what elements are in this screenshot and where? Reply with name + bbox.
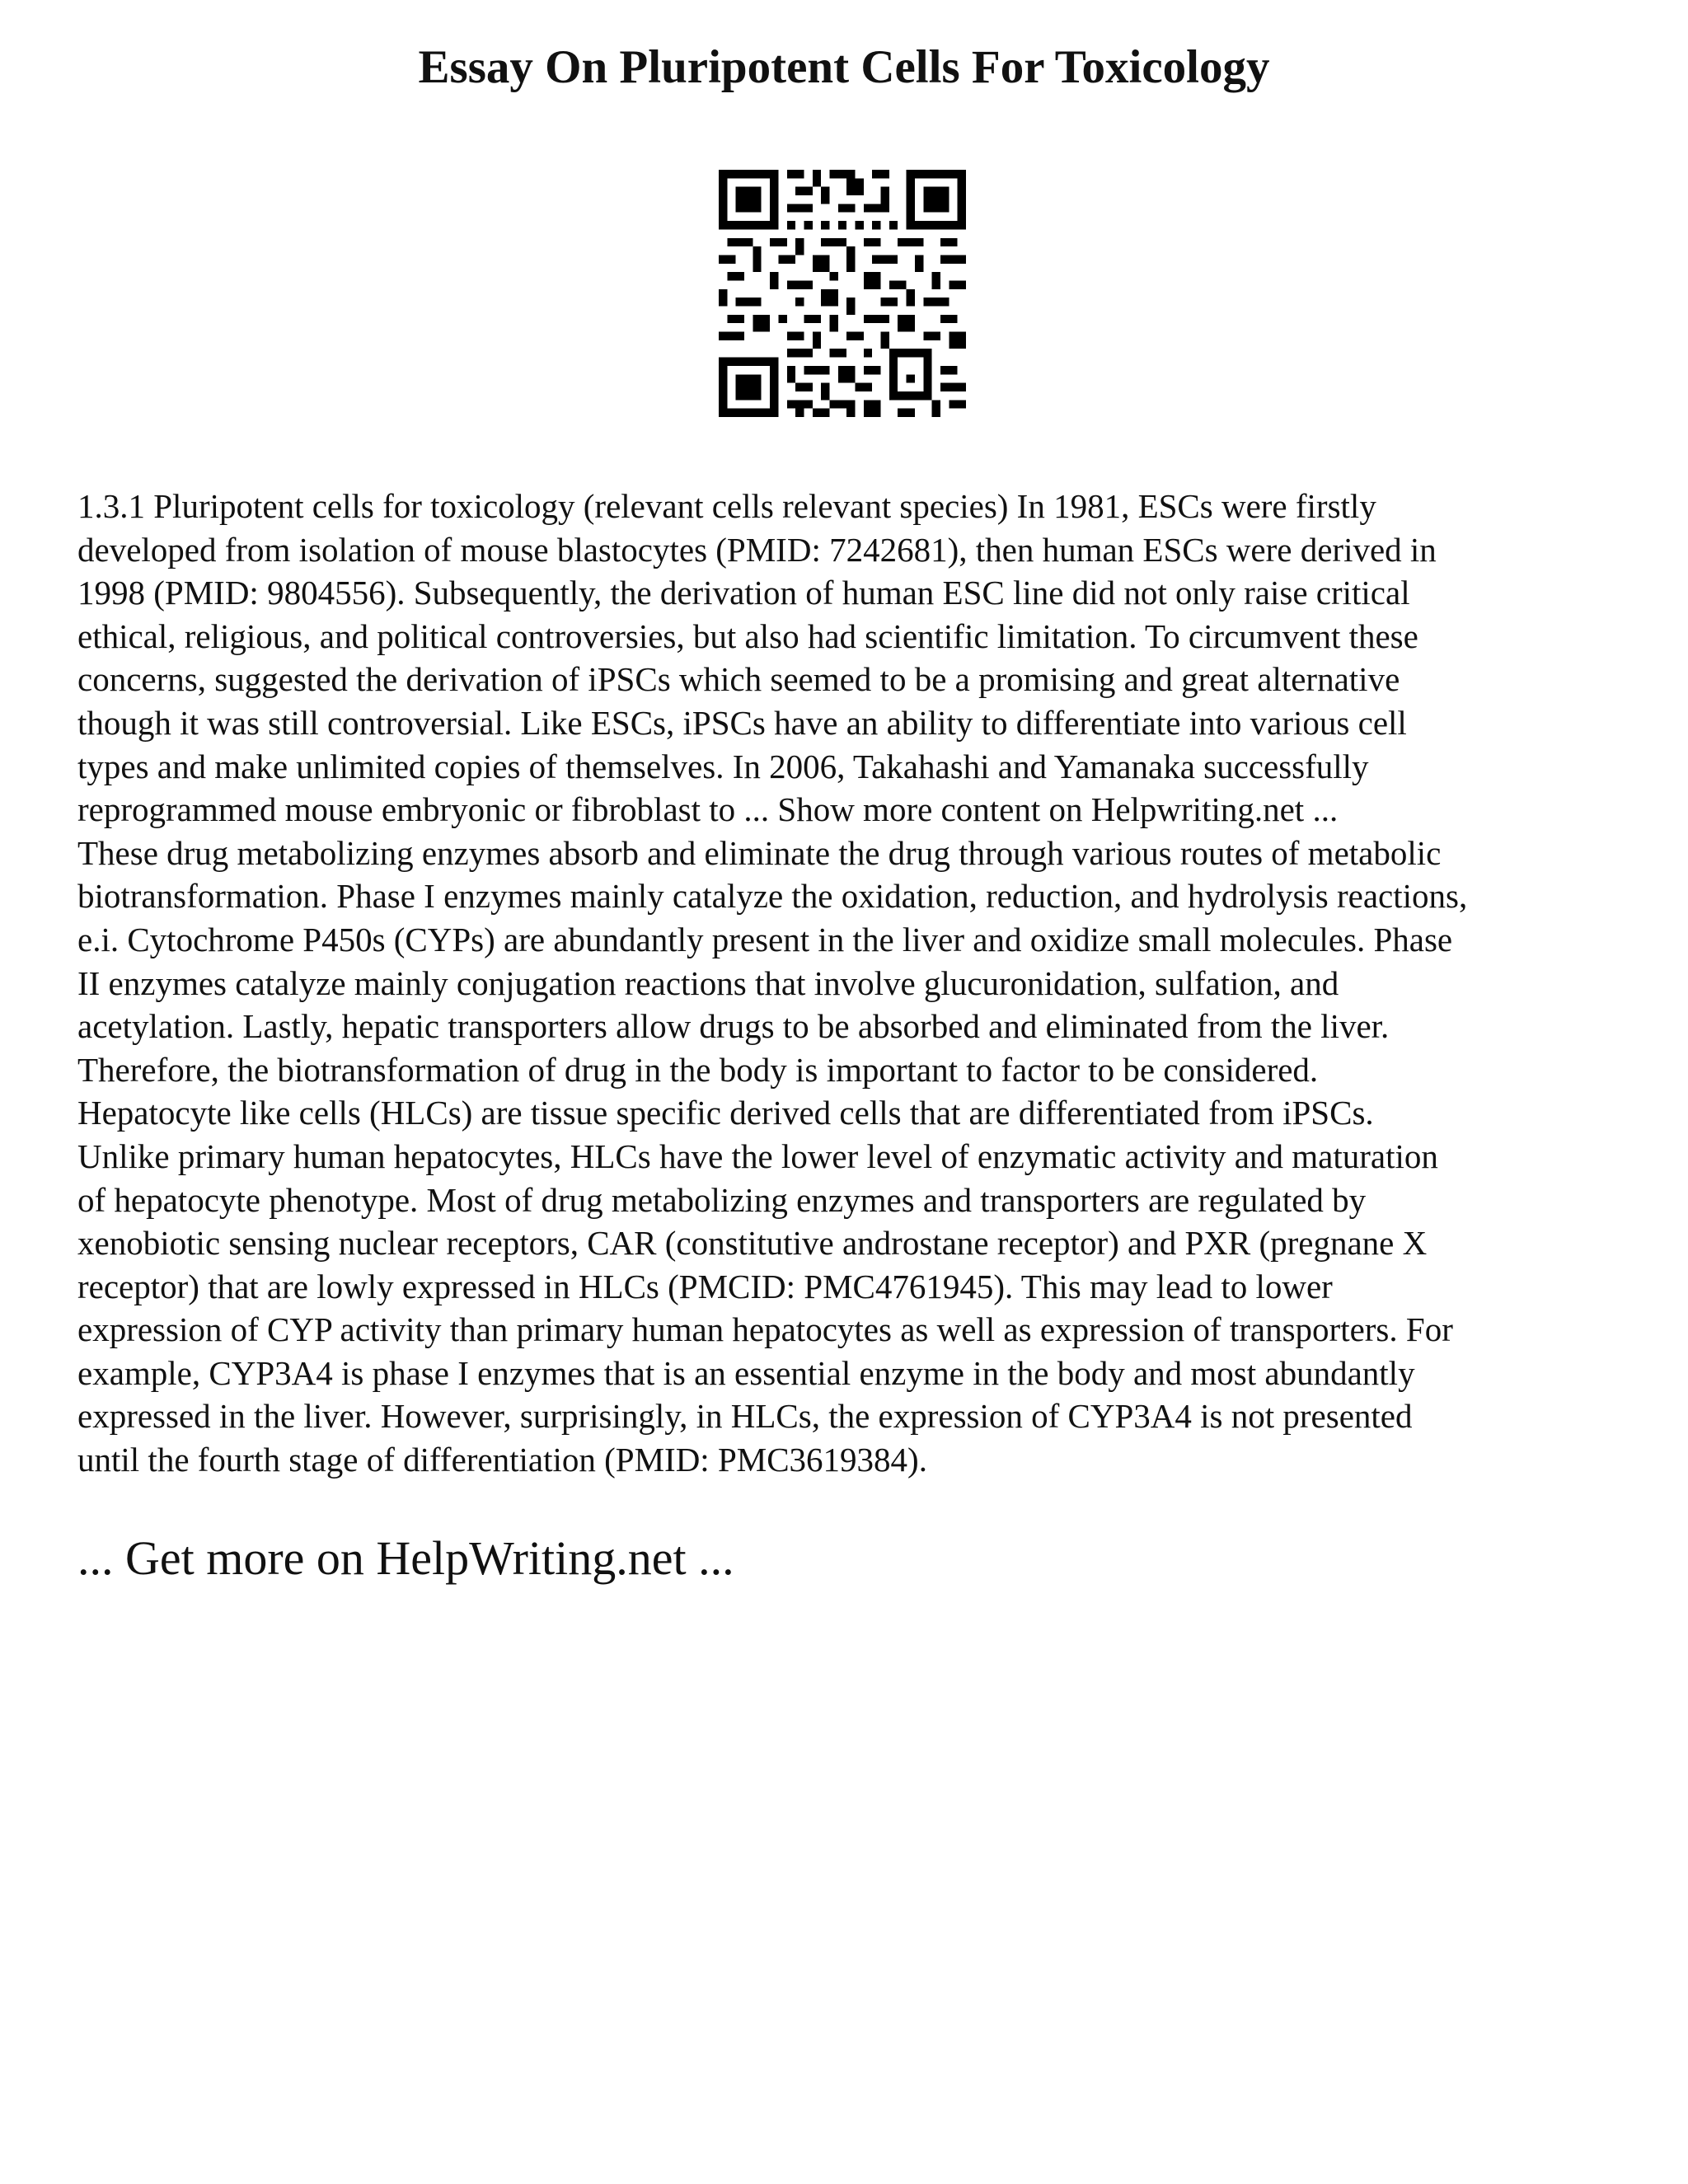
body-line: Hepatocyte like cells (HLCs) are tissue specific derived cells that are differentiated from iPSCs. [77, 1094, 1374, 1132]
body-line: concerns, suggested the derivation of iPSCs which seemed to be a promising and great alternative [77, 660, 1400, 699]
body-line: expressed in the liver. However, surprisingly, in HLCs, the expression of CYP3A4 is not presented [77, 1397, 1413, 1436]
body-line: developed from isolation of mouse blastocytes (PMID: 7242681), then human ESCs were derived in [77, 530, 1437, 569]
body-line: receptor) that are lowly expressed in HLCs (PMCID: PMC4761945). This may lead to lower [77, 1267, 1333, 1305]
get-more-link[interactable]: ... Get more on HelpWriting.net ... [77, 1531, 734, 1585]
body-line: until the fourth stage of differentiation (PMID: PMC3619384). [77, 1441, 927, 1479]
body-line: e.i. Cytochrome P450s (CYPs) are abundantly present in the liver and oxidize small molecules. Phase [77, 920, 1453, 958]
body-line: II enzymes catalyze mainly conjugation reactions that involve glucuronidation, sulfation, and [77, 963, 1339, 1002]
body-line: of hepatocyte phenotype. Most of drug metabolizing enzymes and transporters are regulated by [77, 1180, 1367, 1219]
body-line: expression of CYP activity than primary human hepatocytes as well as expression of transporters. For [77, 1310, 1453, 1349]
body-line: types and make unlimited copies of themselves. In 2006, Takahashi and Yamanaka successfully [77, 747, 1369, 785]
essay-body [77, 485, 1643, 1482]
qr-code-icon[interactable] [719, 170, 966, 417]
body-line: 1998 (PMID: 9804556). Subsequently, the derivation of human ESC line did not only raise critical [77, 574, 1410, 612]
body-line: These drug metabolizing enzymes absorb and eliminate the drug through various routes of metabolic [77, 833, 1442, 872]
body-line: though it was still controversial. Like ESCs, iPSCs have an ability to differentiate into various cell [77, 703, 1407, 742]
body-line: example, CYP3A4 is phase I enzymes that is an essential enzyme in the body and most abundantly [77, 1353, 1415, 1392]
body-line: reprogrammed mouse embryonic or fibroblast to ... Show more content on Helpwriting.net ... [77, 790, 1339, 829]
document-title: Essay On Pluripotent Cells For Toxicology [418, 41, 1270, 93]
body-line: biotransformation. Phase I enzymes mainly catalyze the oxidation, reduction, and hydrolysis reactions, [77, 877, 1468, 916]
body-line: xenobiotic sensing nuclear receptors, CAR (constitutive androstane receptor) and PXR (pregnane X [77, 1224, 1428, 1263]
body-line: Unlike primary human hepatocytes, HLCs have the lower level of enzymatic activity and maturation [77, 1137, 1438, 1175]
body-line: ethical, religious, and political controversies, but also had scientific limitation. To circumvent these [77, 616, 1418, 655]
body-line: Therefore, the biotransformation of drug in the body is important to factor to be considered. [77, 1050, 1319, 1089]
body-line: 1.3.1 Pluripotent cells for toxicology (relevant cells relevant species) In 1981, ESCs were firstly [77, 487, 1376, 525]
body-line: acetylation. Lastly, hepatic transporters allow drugs to be absorbed and eliminated from the liver. [77, 1007, 1390, 1046]
